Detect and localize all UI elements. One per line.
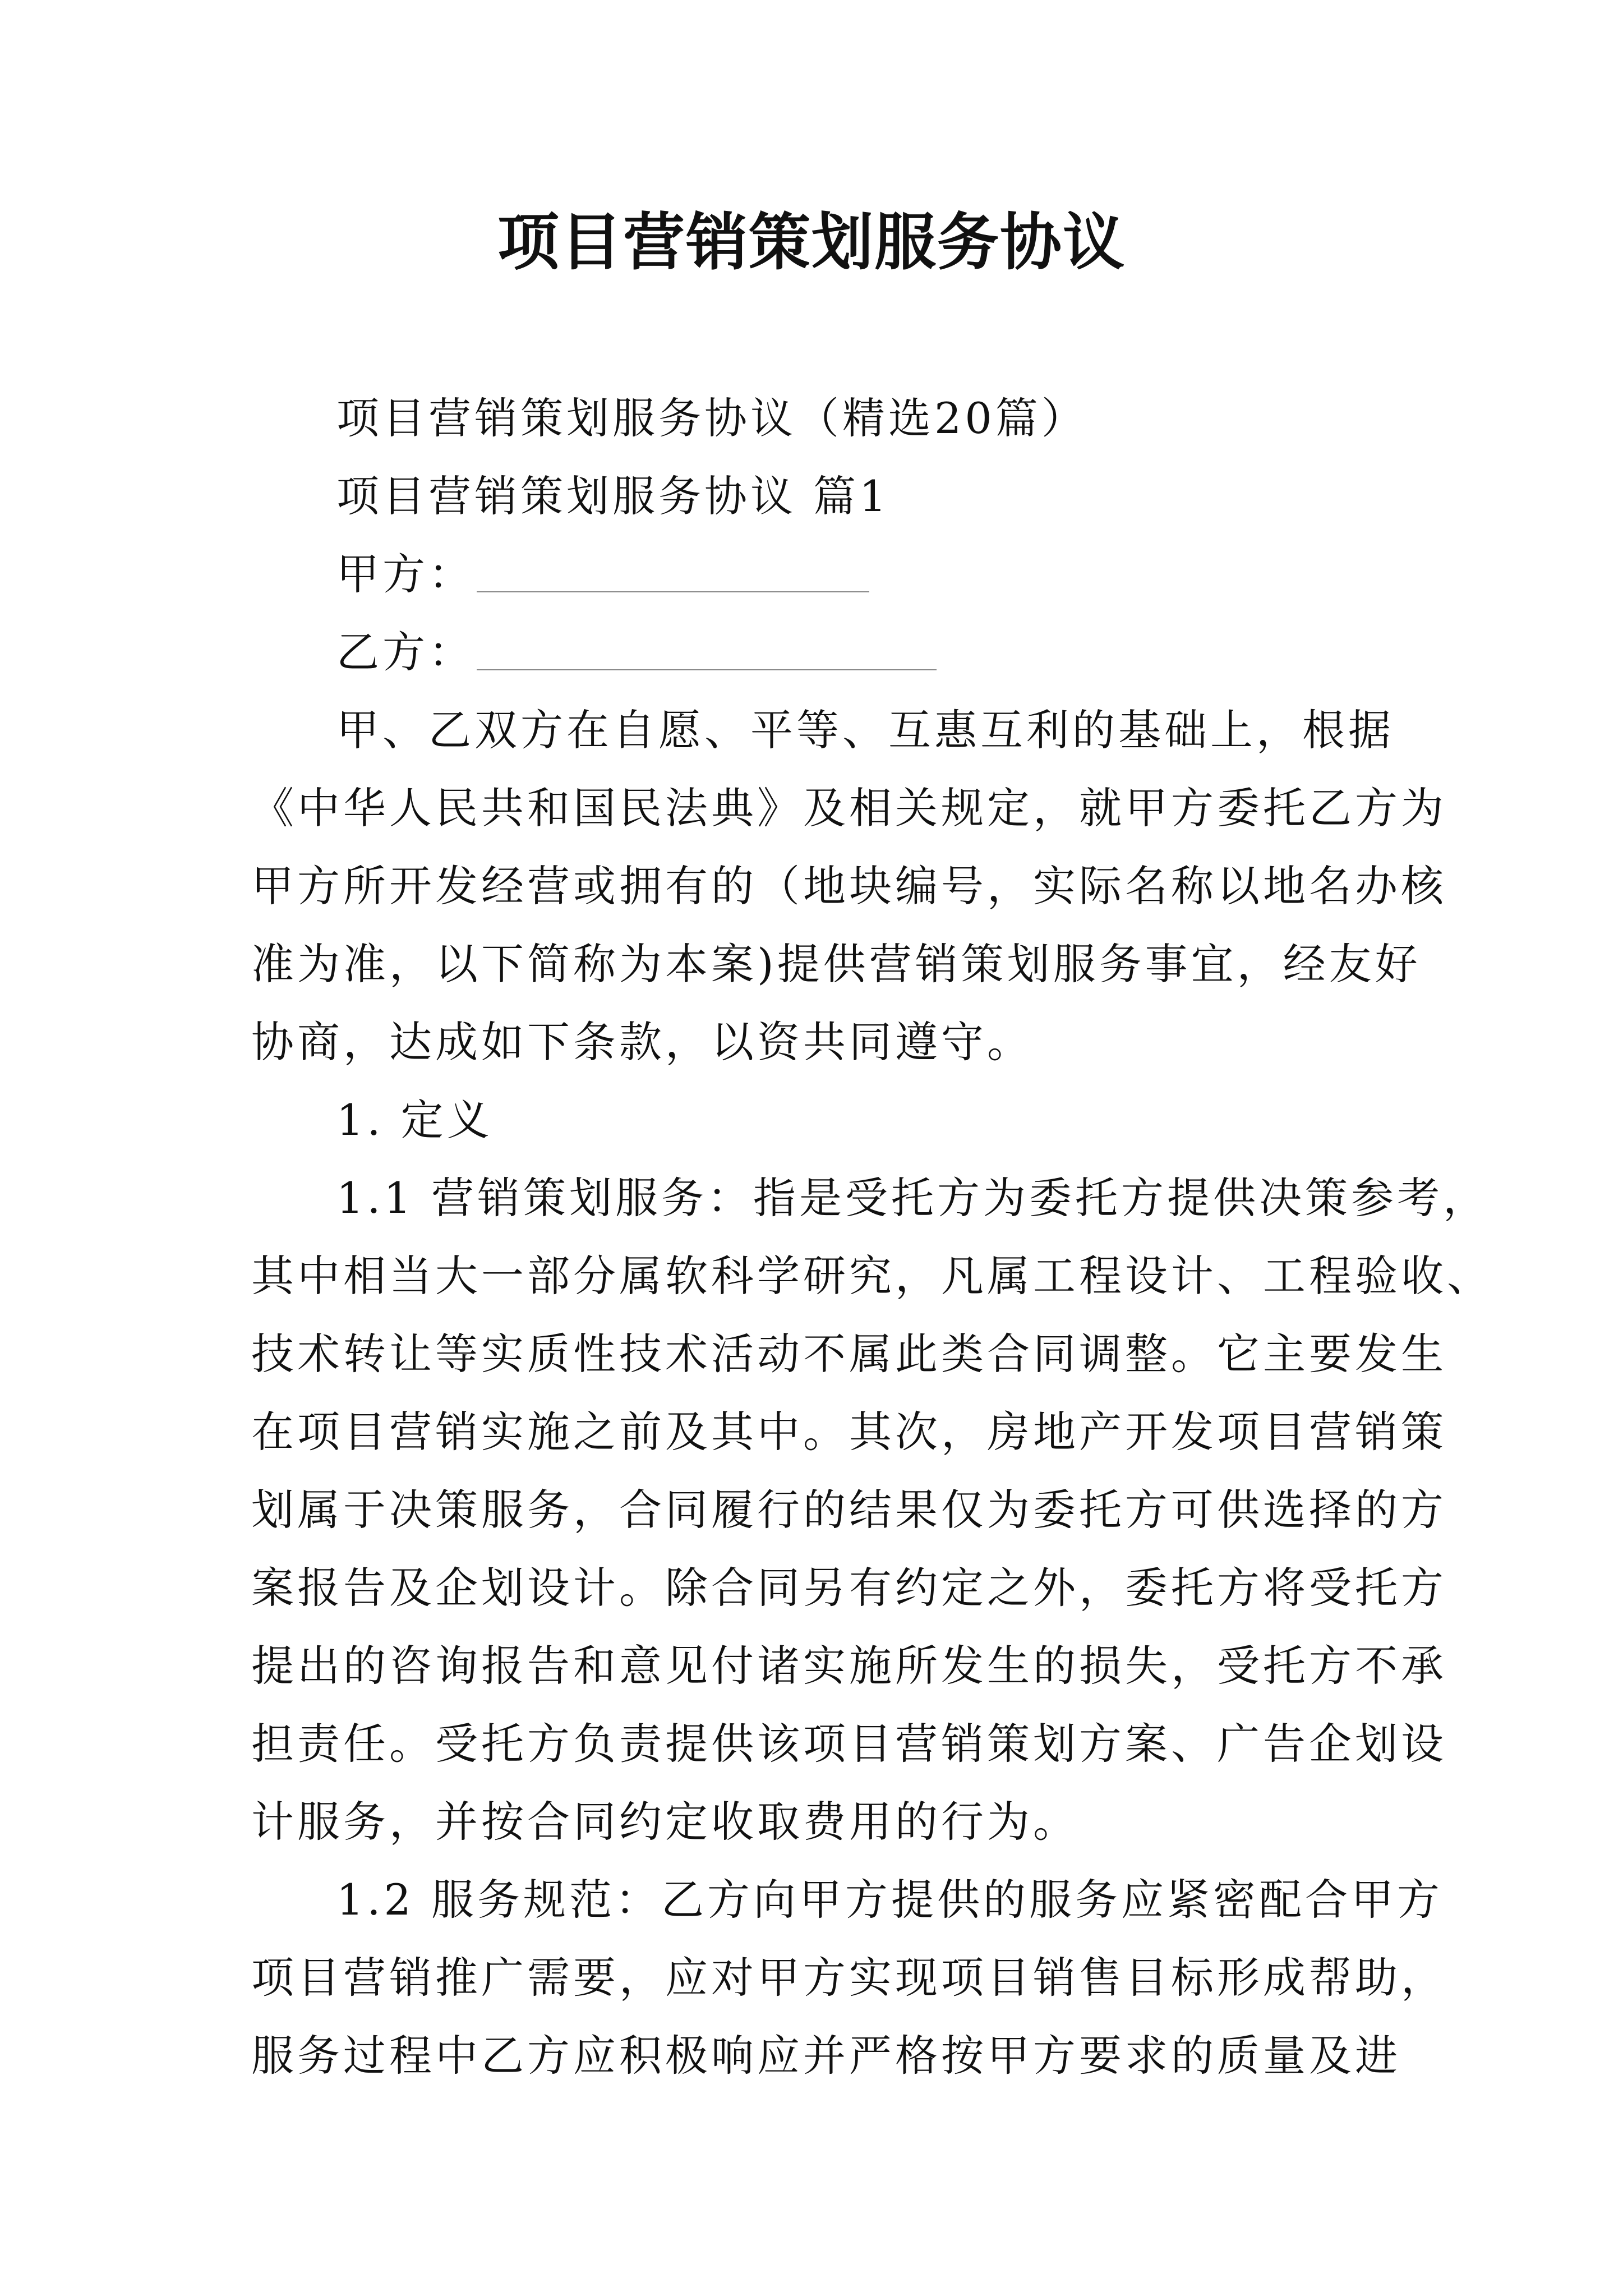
intro-line-2: 《中华人民共和国民法典》及相关规定，就甲方委托乙方为 [251, 783, 1447, 833]
document-body [251, 379, 1493, 2095]
clause-1-1-line-7: 提出的咨询报告和意见付诸实施所发生的损失，受托方不承 [251, 1641, 1447, 1691]
clause-1-1-line-5: 划属于决策服务，合同履行的结果仅为委托方可供选择的方 [251, 1485, 1447, 1535]
party-a-line [251, 535, 1390, 613]
document-subtitle: 项目营销策划服务协议（精选20篇） [336, 393, 1087, 443]
document-title: 项目营销策划服务协议 [497, 206, 1126, 278]
intro-paragraph [251, 691, 1447, 1081]
clause-1-1-line-8: 担责任。受托方负责提供该项目营销策划方案、广告企划设 [251, 1719, 1447, 1769]
clause-1-2-line-2: 项目营销推广需要，应对甲方实现项目销售目标形成帮助， [251, 1953, 1447, 2003]
clause-1-2-line-1: 1.2 服务规范：乙方向甲方提供的服务应紧密配合甲方 [336, 1875, 1444, 1925]
party-b-line [251, 613, 1390, 691]
intro-line-3: 甲方所开发经营或拥有的（地块编号，实际名称以地名办核 [251, 861, 1447, 911]
clause-1-1-line-9: 计服务，并按合同约定收取费用的行为。 [251, 1797, 1079, 1847]
clause-1-1-line-2: 其中相当大一部分属软科学研究，凡属工程设计、工程验收、 [251, 1251, 1493, 1301]
party-a-blank [477, 552, 869, 592]
clause-1-heading: 1. 定义 [336, 1095, 493, 1145]
clause-1-2-line-3: 服务过程中乙方应积极响应并严格按甲方要求的质量及进 [251, 2031, 1401, 2081]
intro-line-1: 甲、乙双方在自愿、平等、互惠互利的基础上，根据 [336, 705, 1394, 755]
clause-1-1-line-4: 在项目营销实施之前及其中。其次，房地产开发项目营销策 [251, 1407, 1447, 1457]
section-heading: 项目营销策划服务协议 篇1 [336, 471, 890, 521]
clause-1-1-line-1: 1.1 营销策划服务：指是受托方为委托方提供决策参考， [336, 1173, 1490, 1223]
clause-1-2-paragraph [251, 1861, 1447, 2095]
party-b-blank [477, 630, 937, 670]
party-a-label: 甲方： [336, 549, 474, 599]
clause-1-1-line-3: 技术转让等实质性技术活动不属此类合同调整。它主要发生 [251, 1329, 1447, 1379]
clause-1-1-paragraph [251, 1159, 1493, 1861]
intro-line-5: 协商，达成如下条款，以资共同遵守。 [251, 1017, 1033, 1067]
intro-line-4: 准为准，以下简称为本案)提供营销策划服务事宜，经友好 [251, 939, 1421, 989]
party-b-label: 乙方： [336, 627, 474, 677]
clause-1-1-line-6: 案报告及企划设计。除合同另有约定之外，委托方将受托方 [251, 1563, 1447, 1613]
